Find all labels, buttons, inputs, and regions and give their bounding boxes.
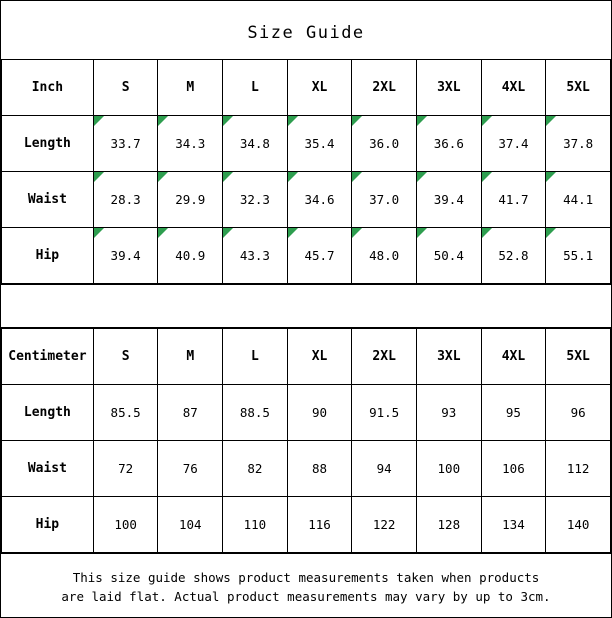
centimeter-size-table (1, 328, 611, 553)
inch-hip-xl: 45.7 (287, 228, 352, 284)
cm-hip-2xl: 122 (352, 497, 417, 553)
table-separator (1, 284, 611, 328)
cm-row-label-length: Length (2, 385, 94, 441)
cm-waist-xl: 88 (287, 441, 352, 497)
size-guide-note (1, 553, 611, 606)
cm-size-header-4xl: 4XL (481, 329, 546, 385)
inch-size-header-3xl: 3XL (416, 60, 481, 116)
cm-hip-4xl: 134 (481, 497, 546, 553)
cm-size-header-m: M (158, 329, 223, 385)
inch-size-table (1, 59, 611, 284)
inch-length-3xl: 36.6 (416, 116, 481, 172)
note-line-2: are laid flat. Actual product measurements may vary by up to 3cm. (61, 589, 551, 604)
table-header-row (2, 329, 611, 385)
inch-hip-s: 39.4 (93, 228, 158, 284)
inch-unit-header: Inch (2, 60, 94, 116)
cm-row-label-hip: Hip (2, 497, 94, 553)
table-row (2, 228, 611, 284)
cm-waist-3xl: 100 (416, 441, 481, 497)
cm-row-label-waist: Waist (2, 441, 94, 497)
inch-length-m: 34.3 (158, 116, 223, 172)
inch-size-header-5xl: 5XL (546, 60, 611, 116)
table-header-row (2, 60, 611, 116)
table-row (2, 441, 611, 497)
cm-waist-4xl: 106 (481, 441, 546, 497)
inch-hip-5xl: 55.1 (546, 228, 611, 284)
table-row (2, 497, 611, 553)
cm-size-header-l: L (223, 329, 288, 385)
cm-waist-l: 82 (223, 441, 288, 497)
inch-hip-m: 40.9 (158, 228, 223, 284)
cm-waist-m: 76 (158, 441, 223, 497)
cm-size-header-2xl: 2XL (352, 329, 417, 385)
cm-size-header-5xl: 5XL (546, 329, 611, 385)
inch-row-label-length: Length (2, 116, 94, 172)
cm-waist-2xl: 94 (352, 441, 417, 497)
inch-size-header-4xl: 4XL (481, 60, 546, 116)
cm-hip-3xl: 128 (416, 497, 481, 553)
table-row (2, 172, 611, 228)
inch-hip-3xl: 50.4 (416, 228, 481, 284)
cm-waist-s: 72 (93, 441, 158, 497)
cm-unit-header: Centimeter (2, 329, 94, 385)
inch-waist-l: 32.3 (223, 172, 288, 228)
cm-length-4xl: 95 (481, 385, 546, 441)
cm-size-header-xl: XL (287, 329, 352, 385)
inch-length-xl: 35.4 (287, 116, 352, 172)
inch-hip-2xl: 48.0 (352, 228, 417, 284)
cm-length-5xl: 96 (546, 385, 611, 441)
inch-waist-xl: 34.6 (287, 172, 352, 228)
note-line-1: This size guide shows product measurements taken when products (72, 570, 540, 585)
cm-waist-5xl: 112 (546, 441, 611, 497)
inch-waist-3xl: 39.4 (416, 172, 481, 228)
inch-size-header-xl: XL (287, 60, 352, 116)
inch-waist-s: 28.3 (93, 172, 158, 228)
cm-hip-5xl: 140 (546, 497, 611, 553)
cm-hip-xl: 116 (287, 497, 352, 553)
cm-hip-m: 104 (158, 497, 223, 553)
inch-length-4xl: 37.4 (481, 116, 546, 172)
cm-length-2xl: 91.5 (352, 385, 417, 441)
cm-length-s: 85.5 (93, 385, 158, 441)
inch-size-header-m: M (158, 60, 223, 116)
inch-size-header-l: L (223, 60, 288, 116)
cm-hip-s: 100 (93, 497, 158, 553)
page-title: Size Guide (247, 23, 365, 43)
inch-waist-m: 29.9 (158, 172, 223, 228)
inch-hip-4xl: 52.8 (481, 228, 546, 284)
cm-hip-l: 110 (223, 497, 288, 553)
inch-size-header-s: S (93, 60, 158, 116)
cm-length-xl: 90 (287, 385, 352, 441)
inch-waist-2xl: 37.0 (352, 172, 417, 228)
inch-row-label-waist: Waist (2, 172, 94, 228)
inch-waist-4xl: 41.7 (481, 172, 546, 228)
cm-size-header-s: S (93, 329, 158, 385)
table-row (2, 116, 611, 172)
cm-size-header-3xl: 3XL (416, 329, 481, 385)
inch-length-5xl: 37.8 (546, 116, 611, 172)
inch-length-l: 34.8 (223, 116, 288, 172)
cm-length-l: 88.5 (223, 385, 288, 441)
inch-waist-5xl: 44.1 (546, 172, 611, 228)
cm-length-3xl: 93 (416, 385, 481, 441)
inch-hip-l: 43.3 (223, 228, 288, 284)
cm-length-m: 87 (158, 385, 223, 441)
inch-length-s: 33.7 (93, 116, 158, 172)
inch-row-label-hip: Hip (2, 228, 94, 284)
inch-size-header-2xl: 2XL (352, 60, 417, 116)
inch-length-2xl: 36.0 (352, 116, 417, 172)
table-row (2, 385, 611, 441)
